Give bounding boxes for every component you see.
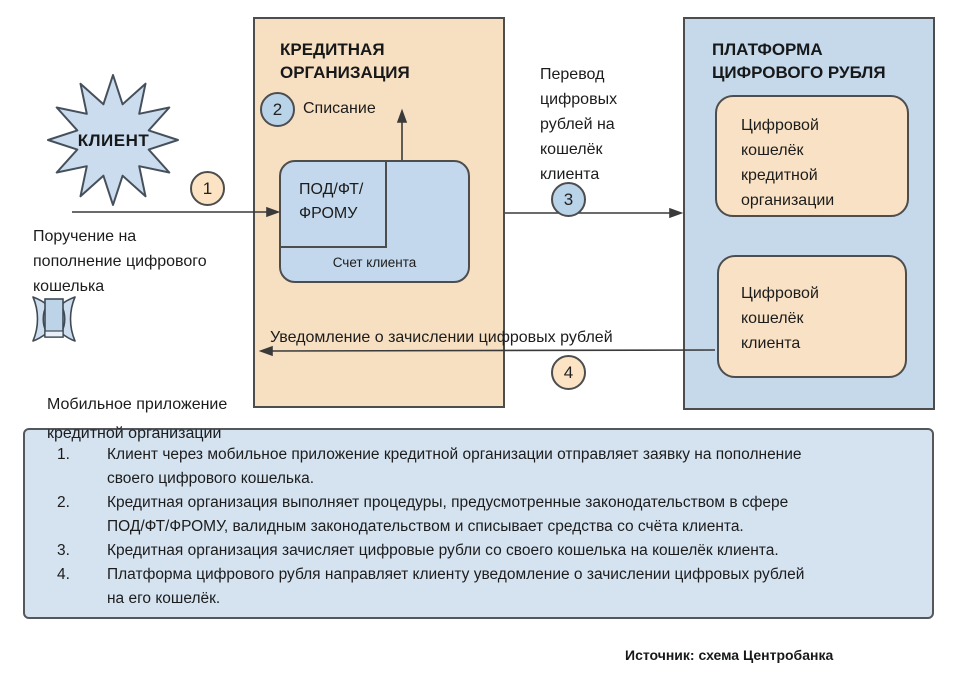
legend-item-1 <box>57 443 914 491</box>
legend-item-1-number: 1. <box>57 446 70 463</box>
client-wallet-box <box>717 255 907 378</box>
legend-item-2-text: Кредитная организация выполняет процедуры, предусмотренные законодательством в сфере ПОД/ФТ/ФРОМУ, валидным законодательством и списывает средства со счёта клиента. <box>107 494 789 535</box>
legend-item-2 <box>57 491 914 539</box>
client-wallet-line3: клиента <box>741 335 801 352</box>
compliance-label-line2: ФРОМУ <box>299 205 358 222</box>
legend-item-3-text: Кредитная организация зачисляет цифровые рубли со своего кошелька на кошелёк клиента. <box>107 542 779 559</box>
step-2-circle: 2 <box>260 92 295 127</box>
mobile-app-label-line2: кредитной организации <box>47 425 222 442</box>
transfer-line3: рублей на <box>540 116 615 133</box>
legend-item-3 <box>57 539 914 563</box>
transfer-line4: кошелёк <box>540 141 603 158</box>
client-account-box <box>279 160 470 283</box>
compliance-label <box>299 178 363 226</box>
topup-order-line1: Поручение на <box>33 228 137 245</box>
credit-org-wallet-line1: Цифровой <box>741 117 819 134</box>
topup-order-label <box>33 224 207 299</box>
client-wallet-line2: кошелёк <box>741 310 804 327</box>
notification-label: Уведомление о зачислении цифровых рублей <box>270 329 613 346</box>
mobile-app-label <box>47 390 227 448</box>
digital-ruble-platform-panel <box>683 17 935 410</box>
compliance-label-line1: ПОД/ФТ/ <box>299 181 364 198</box>
step-4-circle: 4 <box>551 355 586 390</box>
client-account-label: Счет клиента <box>332 255 417 270</box>
legend-panel <box>23 428 934 619</box>
platform-title-line2: ЦИФРОВОГО РУБЛЯ <box>712 63 886 82</box>
client-star-label: КЛИЕНТ <box>77 131 150 150</box>
platform-title-line1: ПЛАТФОРМА <box>712 40 823 59</box>
transfer-line2: цифровых <box>540 91 618 108</box>
legend-item-3-number: 3. <box>57 542 70 559</box>
credit-org-wallet-line2: кошелёк <box>741 142 804 159</box>
credit-organization-title-line1: КРЕДИТНАЯ <box>280 40 385 59</box>
debit-label: Списание <box>303 100 376 117</box>
legend-item-2-number: 2. <box>57 494 70 511</box>
legend-item-1-text: Клиент через мобильное приложение кредитной организации отправляет заявку на пополнение своего цифрового кошелька. <box>107 446 802 487</box>
client-star <box>47 72 180 208</box>
credit-org-wallet-box <box>715 95 909 217</box>
legend-item-4-number: 4. <box>57 566 70 583</box>
credit-org-wallet-line3: кредитной <box>741 167 818 184</box>
step-3-circle: 3 <box>551 182 586 217</box>
transfer-label <box>540 62 617 187</box>
phone-icon <box>28 296 80 342</box>
legend-item-4 <box>57 563 914 611</box>
credit-organization-title <box>280 38 410 84</box>
source-caption: Источник: схема Центробанка <box>625 647 834 663</box>
topup-order-line3: кошелька <box>33 278 105 295</box>
credit-org-wallet-line4: организации <box>741 192 835 209</box>
legend-item-4-text: Платформа цифрового рубля направляет клиенту уведомление о зачислении цифровых рублей на его кошелёк. <box>107 566 805 607</box>
transfer-line1: Перевод <box>540 66 605 83</box>
credit-organization-panel <box>253 17 505 408</box>
mobile-app-icon <box>28 296 80 342</box>
credit-organization-title-line2: ОРГАНИЗАЦИЯ <box>280 63 410 82</box>
client-wallet-line1: Цифровой <box>741 285 819 302</box>
topup-order-line2: пополнение цифрового <box>33 253 207 270</box>
transfer-line5: клиента <box>540 166 600 183</box>
mobile-app-label-line1: Мобильное приложение <box>47 396 228 413</box>
platform-title <box>712 38 886 84</box>
step-1-circle: 1 <box>190 171 225 206</box>
